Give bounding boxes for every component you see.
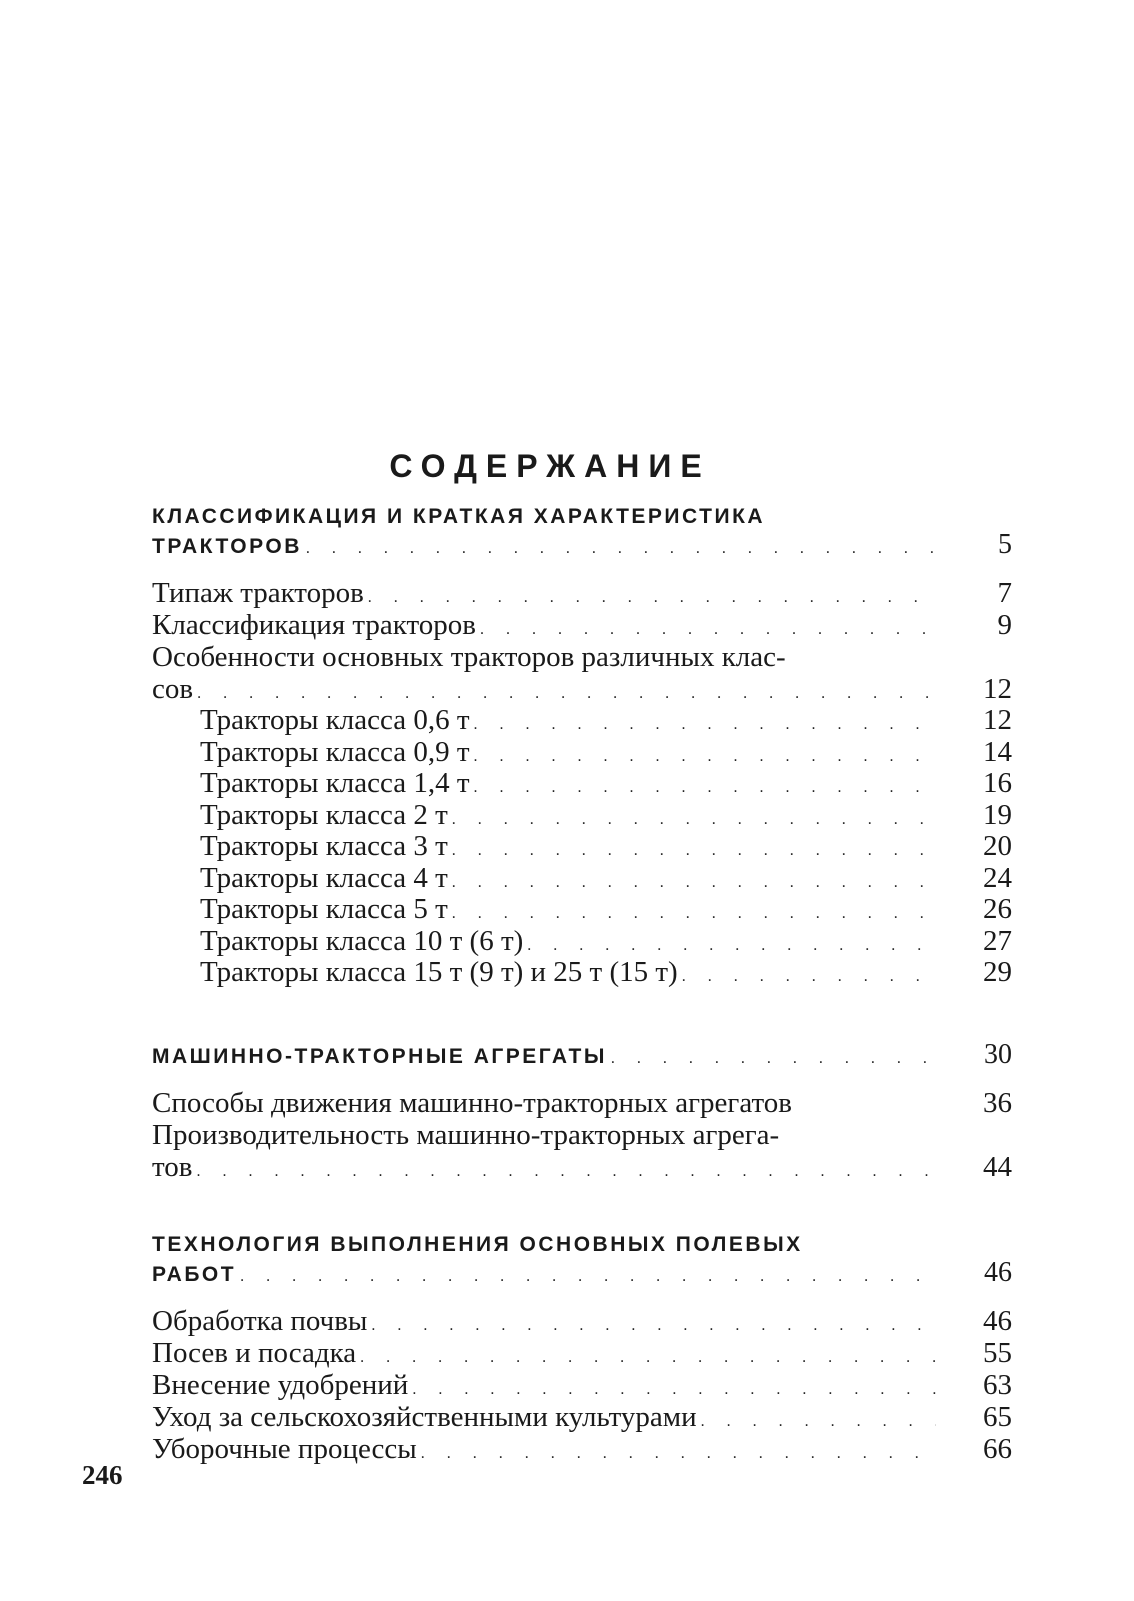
toc-page-number: 5: [998, 529, 1012, 560]
toc-page-number: 36: [983, 1086, 1012, 1119]
toc-page-number: 26: [983, 893, 1012, 925]
toc-page-number: 12: [983, 704, 1012, 736]
leader-dots: [360, 1349, 936, 1367]
toc-section-title-line1: КЛАССИФИКАЦИЯ И КРАТКАЯ ХАРАКТЕРИСТИКА: [152, 505, 766, 528]
toc-page-number: 9: [997, 609, 1012, 641]
toc-page-number: 46: [984, 1256, 1012, 1288]
toc-page-number: 14: [983, 735, 1012, 768]
toc-page-number: 20: [983, 830, 1012, 862]
leader-dots: [197, 685, 936, 703]
toc-entry-title: Уборочные процессы: [152, 1432, 417, 1465]
toc-section-technology[interactable]: [152, 1233, 1012, 1289]
toc-entry[interactable]: [152, 1305, 1012, 1337]
leader-dots: [452, 842, 936, 860]
toc-item-title: Тракторы класса 0,9 т: [200, 735, 470, 768]
toc-item-title: Тракторы класса 3 т: [200, 830, 448, 862]
toc-entry-title-line2: тов: [152, 1150, 193, 1183]
leader-dots: [452, 811, 936, 829]
toc-entry[interactable]: [152, 641, 1012, 705]
page-title: СОДЕРЖАНИЕ: [389, 448, 711, 484]
toc-page-number: 27: [983, 924, 1012, 957]
toc-item[interactable]: [152, 863, 1012, 895]
toc-section-title-line2: ТРАКТОРОВ: [152, 535, 302, 558]
toc-item-title: Тракторы класса 15 т (9 т) и 25 т (15 т): [200, 956, 678, 988]
toc-entry[interactable]: [152, 1119, 1012, 1183]
toc-entry[interactable]: [152, 1087, 1012, 1119]
leader-dots: [480, 621, 936, 639]
toc-entry[interactable]: [152, 1369, 1012, 1401]
leader-dots: [682, 968, 936, 986]
toc-page-number: 7: [997, 577, 1012, 609]
toc-entry[interactable]: [152, 609, 1012, 641]
page-number: 246: [82, 1460, 123, 1490]
toc-item[interactable]: [152, 800, 1012, 832]
toc-page-number: 29: [983, 956, 1012, 988]
toc-page-number: 55: [983, 1336, 1012, 1369]
toc-item-title: Тракторы класса 1,4 т: [200, 767, 470, 799]
toc-entry[interactable]: [152, 1433, 1012, 1465]
toc-entry-title: Типаж тракторов: [152, 577, 364, 609]
toc-entry[interactable]: [152, 1401, 1012, 1433]
leader-dots: [421, 1445, 936, 1463]
toc-page-number: 44: [983, 1150, 1012, 1183]
toc-entry-title: Способы движения машинно-тракторных агрегатов: [152, 1086, 792, 1119]
toc-entry-title-line1: Производительность машинно-тракторных агрега-: [152, 1118, 780, 1151]
leader-dots: [701, 1413, 936, 1431]
toc-entry-title: Обработка почвы: [152, 1304, 368, 1337]
toc-section-aggregates[interactable]: [152, 1039, 1012, 1071]
leader-dots: [474, 716, 936, 734]
toc-page-number: 16: [983, 767, 1012, 799]
toc-page-number: 65: [983, 1400, 1012, 1433]
toc-page-number: 46: [983, 1304, 1012, 1337]
leader-dots: [474, 748, 936, 766]
toc-item[interactable]: [152, 894, 1012, 926]
toc-entry[interactable]: [152, 1337, 1012, 1369]
leader-dots: [306, 540, 936, 558]
toc-item[interactable]: [152, 926, 1012, 958]
toc-page-number: 30: [984, 1038, 1012, 1070]
toc-page-number: 24: [983, 861, 1012, 894]
table-of-contents: [152, 505, 1012, 1465]
toc-entry-title: Внесение удобрений: [152, 1368, 409, 1401]
toc-section-title-line2: РАБОТ: [152, 1262, 237, 1286]
toc-page-number: 66: [983, 1432, 1012, 1465]
leader-dots: [240, 1268, 936, 1286]
toc-section-title: МАШИННО-ТРАКТОРНЫЕ АГРЕГАТЫ: [152, 1044, 607, 1068]
toc-item[interactable]: [152, 957, 1012, 989]
toc-item[interactable]: [152, 831, 1012, 863]
toc-item[interactable]: [152, 768, 1012, 800]
toc-item[interactable]: [152, 737, 1012, 769]
leader-dots: [527, 937, 936, 955]
toc-item-title: Тракторы класса 2 т: [200, 798, 448, 831]
leader-dots: [452, 905, 936, 923]
toc-item-title: Тракторы класса 4 т: [200, 861, 448, 894]
toc-page-number: 12: [983, 673, 1012, 705]
toc-entry-title: Уход за сельскохозяйственными культурами: [152, 1400, 697, 1433]
toc-page-number: 63: [983, 1368, 1012, 1401]
leader-dots: [196, 1163, 936, 1181]
toc-entry[interactable]: [152, 577, 1012, 609]
leader-dots: [371, 1317, 936, 1335]
leader-dots: [368, 589, 936, 607]
toc-entry-title: Посев и посадка: [152, 1336, 357, 1369]
toc-item-title: Тракторы класса 10 т (6 т): [200, 924, 524, 957]
toc-item-title: Тракторы класса 5 т: [200, 893, 448, 925]
leader-dots: [452, 874, 936, 892]
toc-section-title-line1: ТЕХНОЛОГИЯ ВЫПОЛНЕНИЯ ОСНОВНЫХ ПОЛЕВЫХ: [152, 1232, 803, 1256]
leader-dots: [474, 779, 936, 797]
toc-entry-title-line2: сов: [152, 673, 194, 705]
toc-page-number: 19: [983, 798, 1012, 831]
toc-section-classification[interactable]: [152, 505, 1012, 561]
toc-item[interactable]: [152, 705, 1012, 737]
toc-entry-title: Классификация тракторов: [152, 609, 476, 641]
leader-dots: [611, 1050, 936, 1068]
toc-item-title: Тракторы класса 0,6 т: [200, 704, 470, 736]
leader-dots: [412, 1381, 936, 1399]
toc-entry-title-line1: Особенности основных тракторов различных клас-: [152, 641, 786, 673]
